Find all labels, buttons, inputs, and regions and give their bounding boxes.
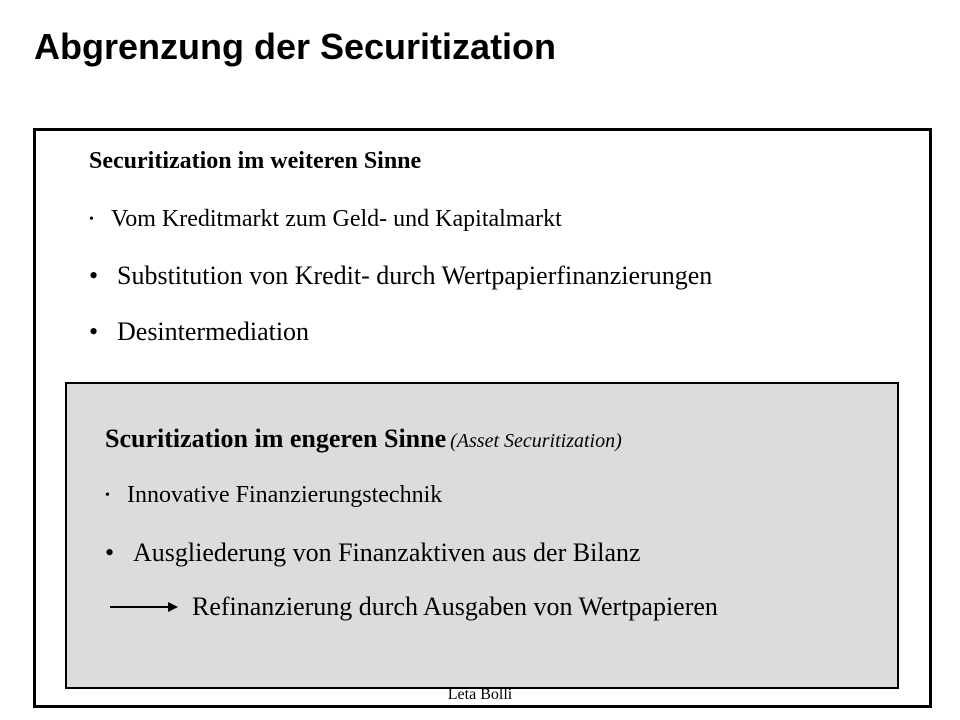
narrow-sense-bullet-2 <box>105 538 641 568</box>
bullet-icon: • <box>89 317 99 346</box>
wide-sense-bullet-3 <box>89 317 309 347</box>
bullet-icon: • <box>89 261 99 290</box>
refinancing-line <box>110 592 718 622</box>
bullet-text: Vom Kreditmarkt zum Geld- und Kapitalmarkt <box>111 206 562 232</box>
bullet-text: Desintermediation <box>117 317 310 346</box>
wide-sense-bullet-1 <box>89 206 562 233</box>
bullet-text: Ausgliederung von Finanzaktiven aus der Bilanz <box>133 538 641 567</box>
bullet-text: Innovative Finanzierungstechnik <box>127 482 443 508</box>
arrow-right-icon <box>110 597 180 617</box>
narrow-sense-heading-main: Scuritization im engeren Sinne <box>105 424 447 453</box>
slide-title: Abgrenzung der Securitization <box>34 26 557 67</box>
bullet-icon: • <box>89 211 94 227</box>
narrow-sense-heading <box>105 424 622 454</box>
refinancing-text: Refinanzierung durch Ausgaben von Wertpapieren <box>192 592 718 621</box>
wide-sense-bullet-2 <box>89 261 712 291</box>
bullet-icon: • <box>105 487 110 503</box>
bullet-icon: • <box>105 538 115 567</box>
bullet-text: Substitution von Kredit- durch Wertpapierfinanzierungen <box>117 261 713 290</box>
narrow-sense-bullet-1 <box>105 482 442 509</box>
footer-author: Leta Bolli <box>447 686 513 703</box>
narrow-sense-heading-note: (Asset Securitization) <box>450 430 622 452</box>
wide-sense-heading: Securitization im weiteren Sinne <box>89 148 422 174</box>
